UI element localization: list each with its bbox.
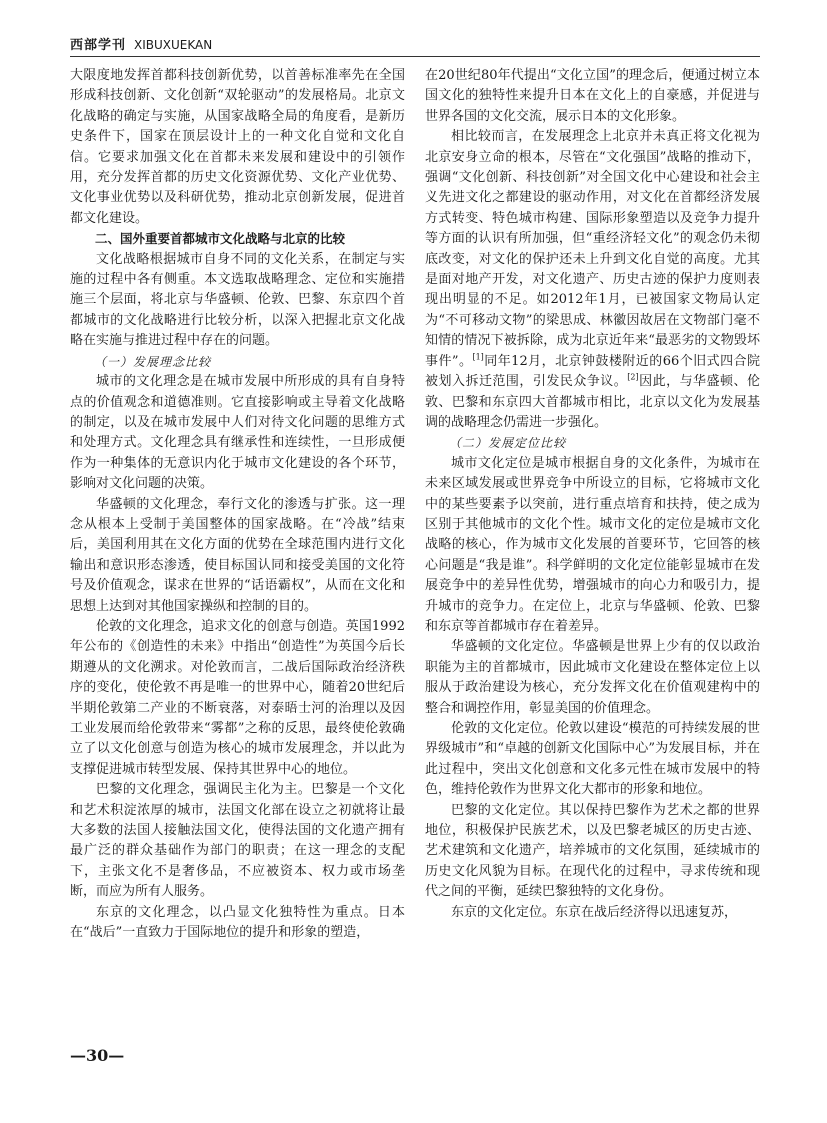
paragraph-part: 相比较而言，在发展理念上北京并未真正将文化视为北京安身立命的根本，尽管在“文化强国”战略的推动下，强调“文化创新、科技创新”对全国文化中心建设和社会主义先进文化之都建设的驱动作用，对文化在首都经济发展方式转变、特色城市构建、国际形象塑造以及竞争力提升等方面的认识有所加强，但“重经济轻文化”的观念仍未彻底改变，对文化的保护还未上升到文化自觉的高度。尤其是面对地产开发，对文化遗产、历史古迹的保护力度则表现出明显的不足。如2012年1月，已被国家文物局认定为“不可移动文物”的梁思成、林徽因故居在文物部门毫不知情的情况下被拆除，成为北京近年来“最恶劣的文物毁坏事件”。 — [425, 129, 760, 369]
subsection-heading: （一）发展理念比较 — [94, 354, 212, 369]
page-number: —30— — [70, 1046, 125, 1065]
citation-2: [2] — [627, 372, 639, 382]
paragraph-continued: 大限度地发挥首都科技创新优势，以首善标准率先在全国形成科技创新、文化创新“双轮驱动”的发展格局。北京文化战略的确定与实施，从国家战略全局的角度看，是新历史条件下，国家在顶层设计上的一种文化自觉和文化自信。它要求加强文化在首都未来发展和建设中的引领作用，充分发挥首都的历史文化资源优势、文化产业优势、文化事业优势以及科研优势，推动北京创新发展，促进首都文化建设。 — [70, 68, 405, 226]
paragraph: 伦敦的文化理念，追求文化的创意与创造。英国1992年公布的《创造性的未来》中指出“创造性”为英国今后长期遵从的文化溯求。对伦敦而言，二战后国际政治经济秩序的变化，使伦敦不再是唯一的世界中心，随着20世纪后半期伦敦第二产业的不断衰落，对泰晤士河的治理以及因工业发展而给伦敦带来“雾都”之称的反思，最终使伦敦确立了以文化创意与创造为核心的城市发展理念，并以此为支撑促进城市转型发展、保持其世界中心的地位。 — [70, 618, 405, 777]
paragraph: 东京的文化定位。东京在战后经济得以迅速复苏， — [451, 904, 738, 920]
paragraph: 城市的文化理念是在城市发展中所形成的具有自身特点的价值观念和道德准则。它直接影响或主导着文化战略的制定，以及在城市发展中人们对待文化问题的思维方式和处理方式。文化理念具有继承性和连续性，一旦形成便作为一种集体的无意识内化于城市文化建设的各个环节，影响对文化问题的决策。 — [70, 374, 405, 492]
paragraph: 华盛顿的文化定位。华盛顿是世界上少有的仅以政治职能为主的首都城市，因此城市文化建设在整体定位上以服从于政治建设为核心，充分发挥文化在价值观建构中的整合和调控作用，彰显美国的价值理念。 — [425, 639, 760, 716]
paragraph: 华盛顿的文化理念，奉行文化的渗透与扩张。这一理念从根本上受制于美国整体的国家战略。在“冷战”结束后，美国利用其在文化方面的优势在全球范围内进行文化输出和意识形态渗透，使目标国认同和接受美国的文化符号及价值观念，谋求在世界的“话语霸权”，从而在文化和思想上达到对其他国家操纵和控制的目的。 — [70, 496, 405, 614]
journal-title-latin: XIBUXUEKAN — [134, 38, 213, 52]
paragraph: 文化战略根据城市自身不同的文化关系，在制定与实施的过程中各有侧重。本文选取战略理念、定位和实施措施三个层面，将北京与华盛顿、伦敦、巴黎、东京四个首都城市的文化战略进行比较分析，以深入把握北京文化战略在实施与推进过程中存在的问题。 — [70, 251, 405, 349]
paragraph: 伦敦的文化定位。伦敦以建设“模范的可持续发展的世界级城市”和“卓越的创新文化国际中心”为发展目标，并在此过程中，突出文化创意和文化多元性在城市发展中的特色，维持伦敦作为世界文化大都市的形象和地位。 — [425, 721, 760, 798]
section-heading: 二、国外重要首都城市文化战略与北京的比较 — [95, 231, 346, 247]
journal-title-cn: 西部学刊 — [70, 38, 127, 53]
paragraph-part: 因此，与华盛顿、伦敦、巴黎和东京四大首都城市相比，北京以文化为发展基调的战略理念仍需进一步强化。 — [425, 374, 760, 430]
left-column — [70, 66, 405, 1076]
paragraph: 巴黎的文化理念，强调民主化为主。巴黎是一个文化和艺术积淀浓厚的城市，法国文化部在设立之初就将让最大多数的法国人接触法国文化，使得法国的文化遗产拥有最广泛的群众基础作为部门的职责；在这一理念的支配下，主张文化不是奢侈品，不应被资本、权力或市场垄断，而应为所有人服务。 — [70, 782, 405, 900]
journal-title — [70, 34, 212, 53]
paragraph-continued: 在20世纪80年代提出“文化立国”的理念后，便通过树立本国文化的独特性来提升日本在文化上的自豪感，并促进与世界各国的文化交流，展示日本的文化形象。 — [425, 68, 760, 124]
running-header — [70, 34, 760, 57]
paragraph: 东京的文化理念，以凸显文化独特性为重点。日本在“战后”一直致力于国际地位的提升和形象的塑造， — [70, 904, 405, 941]
paragraph: 巴黎的文化定位。其以保持巴黎作为艺术之都的世界地位，积极保护民族艺术，以及巴黎老城区的历史古迹、艺术建筑和文化遗产，培养城市的文化氛围，延续城市的历史文化风貌为目标。在现代化的过程中，寻求传统和现代之间的平衡，延续巴黎独特的文化身份。 — [425, 802, 760, 900]
paragraph-part: 同年12月，北京钟鼓楼附近的66个旧式四合院被划入拆迁范围，引发民众争议。 — [425, 353, 760, 390]
right-column — [425, 66, 760, 1076]
citation-1: [1] — [472, 352, 484, 362]
paragraph: 城市文化定位是城市根据自身的文化条件，为城市在未来区域发展或世界竞争中所设立的目标，它将城市文化中的某些要素予以突前，进行重点培育和扶持，使之成为区别于其他城市的文化个性。城市文化的定位是城市文化战略的核心，作为城市文化发展的首要环节，它回答的核心问题是“我是谁”。科学鲜明的文化定位能彰显城市在发展竞争中的差异性优势，增强城市的向心力和吸引力，提升城市的竞争力。在定位上，北京与华盛顿、伦敦、巴黎和东京等首都城市存在着差异。 — [425, 455, 760, 634]
paragraph-with-citations — [425, 127, 760, 433]
subsection-heading: （二）发展定位比较 — [449, 436, 567, 451]
